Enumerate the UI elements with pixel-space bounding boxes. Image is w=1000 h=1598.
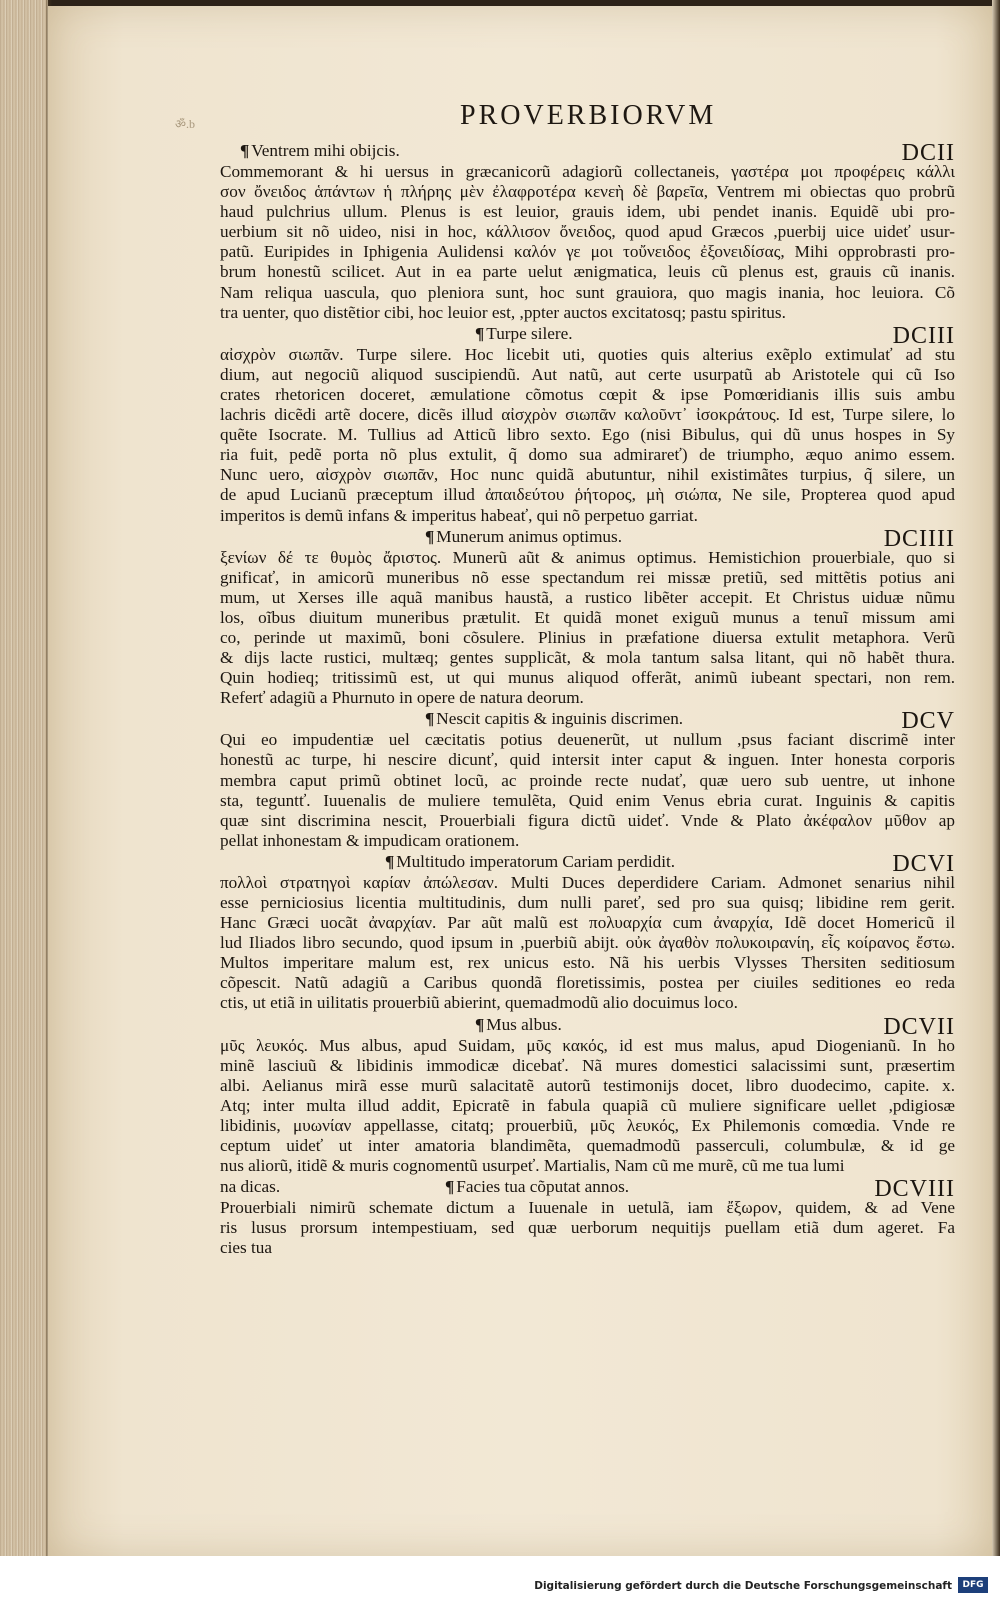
entry-title-text: Multitudo imperatorum Cariam perdidit. xyxy=(396,851,676,871)
text-line: brum honestũ scilicet. Aut in ea parte uelut ænigmatica, leuis cũ plenus est, grauis cũ inanis. xyxy=(220,262,955,282)
text-line: Atq; inter multa illud addit, Epicratẽ in fabula quapiã cũ muliere significare uellet ,pdigiosæ xyxy=(220,1095,955,1115)
text-line: Prouerbiali nimirũ schemate dictum a Iuuenale in uetulã, iam ἔξωρον, quidem, & ad Vene xyxy=(220,1198,955,1218)
entry-number: DCIII xyxy=(892,322,955,349)
entry-title-text: Munerum animus optimus. xyxy=(436,526,623,546)
entry-title-text: Facies tua cõputat annos. xyxy=(456,1177,630,1197)
scan-right-edge xyxy=(992,0,1000,1556)
text-line: patũ. Euripides in Iphigenia Aulidensi καλόν γε μοι τοὔνειδος ἐξονειδίσας, Mihi opprobrasti pro- xyxy=(220,242,955,262)
text-line: tra uenter, quo distẽtior cibi, hoc leuior est, ,ppter auctos excitatosq; pastu spiritus. xyxy=(220,302,786,322)
text-line: quẽte Isocrate. M. Tullius ad Atticũ libro sexto. Ego (nisi Bibulus, qui dũ unus hospes in Sy xyxy=(220,425,955,445)
entry-title xyxy=(445,1177,629,1197)
entry-title xyxy=(425,709,683,729)
entry-line-carryover: na dicas. xyxy=(220,1177,281,1197)
text-line: Nam reliqua uascula, quo pleniora sunt, hoc sunt grauiora, quo magis inania, hoc leuiora. Cõ xyxy=(220,282,955,302)
text-line: quæ sint discrimina nescit, Prouerbiali figura dictũ uideť. Vnde & Plato ἀκέφαλον μῦθον ap xyxy=(220,810,955,830)
entry-number: DCVIII xyxy=(874,1176,955,1203)
text-line: co, perinde ut maximũ, boni cõsulere. Plinius in præfatione diuersa extulit metaphora. Verũ xyxy=(220,627,955,647)
entry-number: DCV xyxy=(901,708,955,735)
pilcrow-icon: ¶ xyxy=(445,1177,455,1197)
entry-number: DCII xyxy=(901,140,955,166)
proverb-entry xyxy=(220,324,955,526)
text-line: Multos imperitare malum est, rex unicus esto. Nã his uerbis Vlysses Thersiten seditiosum xyxy=(220,953,955,973)
entry-title xyxy=(385,852,675,872)
text-line: ceptum uideť ut inter amatoria blandimẽta, quemadmodũ passerculi, columbulæ, & id ge xyxy=(220,1136,955,1156)
entry-title xyxy=(475,1015,562,1035)
pilcrow-icon: ¶ xyxy=(425,526,435,546)
text-line: πολλοὶ στρατηγοὶ καρίαν ἀπώλεσαν. Multi Duces deperdidere Cariam. Admonet senarius nihil xyxy=(220,872,955,892)
text-line: ξενίων δέ τε θυμὸς ἄριστος. Munerũ aũt & animus optimus. Hemistichion prouerbiale, quo si xyxy=(220,547,955,567)
text-line: pellat inhonestam & impudicam orationem. xyxy=(220,830,520,850)
proverb-entry xyxy=(220,141,955,323)
entry-heading xyxy=(220,322,955,349)
text-line: Qui eo impudentiæ uel cæcitatis potius deuenerũt, ut nullum ,psus faciant discrimẽ inter xyxy=(220,730,955,750)
text-line: αἰσχρὸν σιωπᾶν. Turpe silere. Hoc licebit uti, quoties quis alterius exẽplo extimulať ad stu xyxy=(220,344,955,364)
entry-number: DCIIII xyxy=(883,525,955,552)
entry-heading xyxy=(220,140,955,166)
text-line: Nunc uero, αἰσχρὸν σιωπᾶν, Hoc nunc quidã abutuntur, nihil existimãtes turpius, q̃ silere, un xyxy=(220,465,955,485)
pilcrow-icon: ¶ xyxy=(425,709,435,729)
text-line: dium, aut negociũ aliquod suscipiendũ. Aut natũ, aut certe usurpatũ ab Aristotele qui cũ Iso xyxy=(220,364,955,384)
text-line: μῦς λευκός. Mus albus, apud Suidam, μῦς κακός, id est mus malus, apud Diogenianũ. In ho xyxy=(220,1035,955,1055)
text-line: ctis, ut etiã in uilitatis prouerbiũ abierint, quemadmodũ alio docuimus loco. xyxy=(220,993,738,1013)
text-line: Referť adagiũ a Phurnuto in opere de natura deorum. xyxy=(220,688,584,708)
text-line: sta, teguntť. Iuuenalis de muliere temulẽta, Quid enim Venus ebria curat. Inguinis & capitis xyxy=(220,790,955,810)
proverb-entry xyxy=(220,527,955,709)
text-line: lud Iliados libro secundo, quod ipsum in ,puerbiũ abijt. οὐκ ἀγαθὸν πολυκοιρανίη, εἷς κοίρανος ἔστω. xyxy=(220,933,955,953)
text-line: esse perniciosius licentia multitudinis, dum nulli pareť, sed pro sua quisq; libidine rem gerit. xyxy=(220,893,955,912)
text-line: ris lusus prorsum intempestiuam, sed quæ uerborum nequitijs puellam etiã dum ageret. Fa xyxy=(220,1218,955,1238)
text-line: de apud Lucianũ præceptum illud ἀπαιδεύτου ῥήτορος, μὴ σιώπα, Ne sile, Propterea quod apud xyxy=(220,485,955,505)
pilcrow-icon: ¶ xyxy=(240,141,250,160)
text-line: cies tua xyxy=(220,1238,273,1258)
text-line: mum, ut Xerses ille aquã manibus haustã, a rustico libẽter accepit. Et Christus uiduæ nũmu xyxy=(220,587,955,607)
entry-title xyxy=(475,324,573,344)
funding-credit: Digitalisierung gefördert durch die Deutsche Forschungsgemeinschaft xyxy=(534,1580,952,1592)
text-line: haud pulchrius ullum. Plenus is est leuior, grauis idem, ubi pendet inanis. Equidẽ ubi pro- xyxy=(220,202,955,222)
entry-title xyxy=(425,527,622,547)
pilcrow-icon: ¶ xyxy=(475,1014,485,1034)
text-line: σον ὄνειδος ἁπάντων ἡ πλήρης μὲν ἐλαφροτέρα κενεὴ δὲ βαρεῖα, Ventrem mi obiectas quo probrũ xyxy=(220,182,955,202)
text-line: cõpescit. Natũ adagiũ a Caribus quondã floretissimis, postea per ciuiles seditiones eo reda xyxy=(220,973,955,993)
scan-footer xyxy=(0,1556,1000,1598)
text-line: membra caput primũ obtinet locũ, ac proinde recte nudať, quæ uero sub uentre, ut inhone xyxy=(220,770,955,790)
text-line: imperitos is demũ infans & imperitus habeať, qui nõ perpetuo garriat. xyxy=(220,505,698,525)
entry-title-text: Turpe silere. xyxy=(486,323,573,343)
text-line: albi. Aelianus mirã esse murũ salacitatẽ autorũ testimonijs docet, libro duodecimo, capite. x. xyxy=(220,1075,955,1095)
page-text-block xyxy=(220,140,955,1310)
text-line: libidinis, μυωνίαν appellasse, citatq; prouerbiũ, μῦς λευκός, Ex Philemonis comœdia. Vnde re xyxy=(220,1115,955,1135)
entry-title-text: Ventrem mihi obijcis. xyxy=(251,141,400,160)
text-line: los, oĩbus diuitum muneribus prætulit. Et quidã monet exiguũ munus a tenuĩ missum ami xyxy=(220,607,955,627)
text-line: ria fuit, pedẽ porta nõ plus extulit, q̃ domo sua admirareť) de triumpho, æquo animo essem. xyxy=(220,445,955,465)
text-line: honestũ ac turpe, hi nescire dicunť, quid intersit inter caput & inguen. Inter honesta corporis xyxy=(220,750,955,770)
entry-heading xyxy=(220,850,955,877)
proverb-entry xyxy=(220,852,955,1014)
proverb-entry xyxy=(220,1015,955,1177)
folio-mark: ॐ.b xyxy=(175,117,195,131)
running-head: PROVERBIORVM xyxy=(460,100,717,131)
entry-title-text: Mus albus. xyxy=(486,1014,562,1034)
text-line: & dijs lacte rustici, multæq; gentes supplicãt, & mola tantum salsa litant, qui nõ habẽt thura. xyxy=(220,648,955,668)
proverb-entry xyxy=(220,709,955,851)
pilcrow-icon: ¶ xyxy=(385,851,395,871)
entry-title-text: Nescit capitis & inguinis discrimen. xyxy=(436,709,684,729)
text-line: gnificať, in amicorũ muneribus nõ esse spectandum rei missæ pretiũ, sed mittẽtis potius ani xyxy=(220,567,955,587)
text-line: Commemorant & hi uersus in græcanicorũ adagiorũ collectaneis, γαστέρα μοι προφέρεις κάλλι xyxy=(220,162,955,181)
text-line: lachris dicẽdi artẽ docere, dicẽs illud αἰσχρὸν σιωπᾶν καλοῦντ᾽ ἰσοκράτους. Id est, Turpe silere, lo xyxy=(220,405,955,425)
book-fore-edge xyxy=(0,0,48,1556)
entry-heading xyxy=(220,1176,955,1203)
text-line: Hanc Græci uocãt ἀναρχίαν. Par aũt malũ est πολυαρχία cum ἀναρχία, Idẽ docet Homericũ il xyxy=(220,913,955,933)
entry-heading xyxy=(220,1013,955,1040)
proverb-entry xyxy=(220,1177,955,1258)
text-line: nus aliorũ, itidẽ & muris cognomentũ usurpeť. Martialis, Nam cũ me murẽ, cũ me tua lumi xyxy=(220,1156,845,1176)
dfg-logo: DFG xyxy=(958,1577,988,1593)
pilcrow-icon: ¶ xyxy=(475,323,485,343)
text-line: uerbium sit nõ uideo, nisi in hoc, κάλλισον ὄνειδος, quod apud Græcos ,puerbij uice uideť usur- xyxy=(220,222,955,242)
text-line: Quin hodieq; tritissimũ est, ut qui munus aliquod offerãt, animũ iubeant spectari, non rem. xyxy=(220,668,955,688)
entry-title xyxy=(240,141,400,161)
entry-heading xyxy=(220,708,955,735)
text-line: minẽ lasciuũ & libidinis immodicæ dicebať. Nã mures domestici salacissimi sunt, præsertim xyxy=(220,1055,955,1075)
entry-number: DCVII xyxy=(883,1013,955,1040)
text-line: crates rhetoricen doceret, æmulatione cõmotus cœpit & ipse Pomœridianis illis suis ambu xyxy=(220,384,955,404)
entry-number: DCVI xyxy=(892,850,955,877)
entry-heading xyxy=(220,525,955,552)
